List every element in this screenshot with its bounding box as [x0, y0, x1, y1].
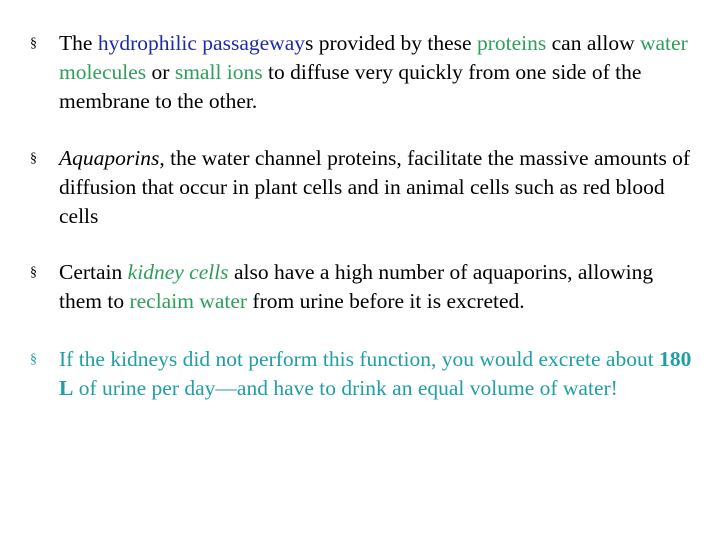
bullet-text — [59, 258, 700, 316]
highlight-term: Aquaporins — [59, 146, 160, 170]
bullet-marker-icon: § — [30, 352, 37, 367]
bullet-text — [59, 144, 700, 231]
bullet-marker-icon: § — [30, 36, 37, 51]
highlight-term: proteins — [476, 31, 547, 55]
bullet-marker-icon: § — [30, 265, 37, 280]
highlight-term: kidney cells — [127, 260, 229, 284]
text-segment: to diffuse very quickly from one side of the membrane to the other. — [59, 60, 642, 113]
highlight-term: 180 L — [59, 347, 692, 400]
text-segment: or — [146, 60, 175, 84]
text-segment: If the kidneys did not perform this function, you would excrete about — [59, 347, 660, 371]
text-segment: also have a high number of aquaporins, allowing them to — [59, 260, 654, 313]
bullet-text — [59, 29, 700, 116]
text-segment: can allow — [546, 31, 640, 55]
bullet-item — [30, 144, 700, 231]
text-segment: s provided by these — [305, 31, 477, 55]
highlight-term: hydrophilic passageway — [97, 31, 305, 55]
bullet-item — [30, 258, 700, 316]
text-segment: Certain — [59, 260, 128, 284]
bullet-item — [30, 29, 700, 116]
text-segment: of urine per day—and have to drink an equal volume of water! — [73, 376, 618, 400]
text-segment: from urine before it is excreted. — [247, 289, 525, 313]
highlight-term: water molecules — [59, 31, 688, 84]
highlight-term: small ions — [174, 60, 263, 84]
text-segment: , the water channel proteins, facilitate the massive amounts of diffusion that occur in plant cells and in animal cells such as red blood cells — [59, 146, 691, 228]
text-segment: The — [59, 31, 98, 55]
highlight-term: reclaim water — [129, 289, 248, 313]
bullet-marker-icon: § — [30, 151, 37, 166]
bullet-text — [59, 345, 700, 403]
bullet-item — [30, 345, 700, 403]
